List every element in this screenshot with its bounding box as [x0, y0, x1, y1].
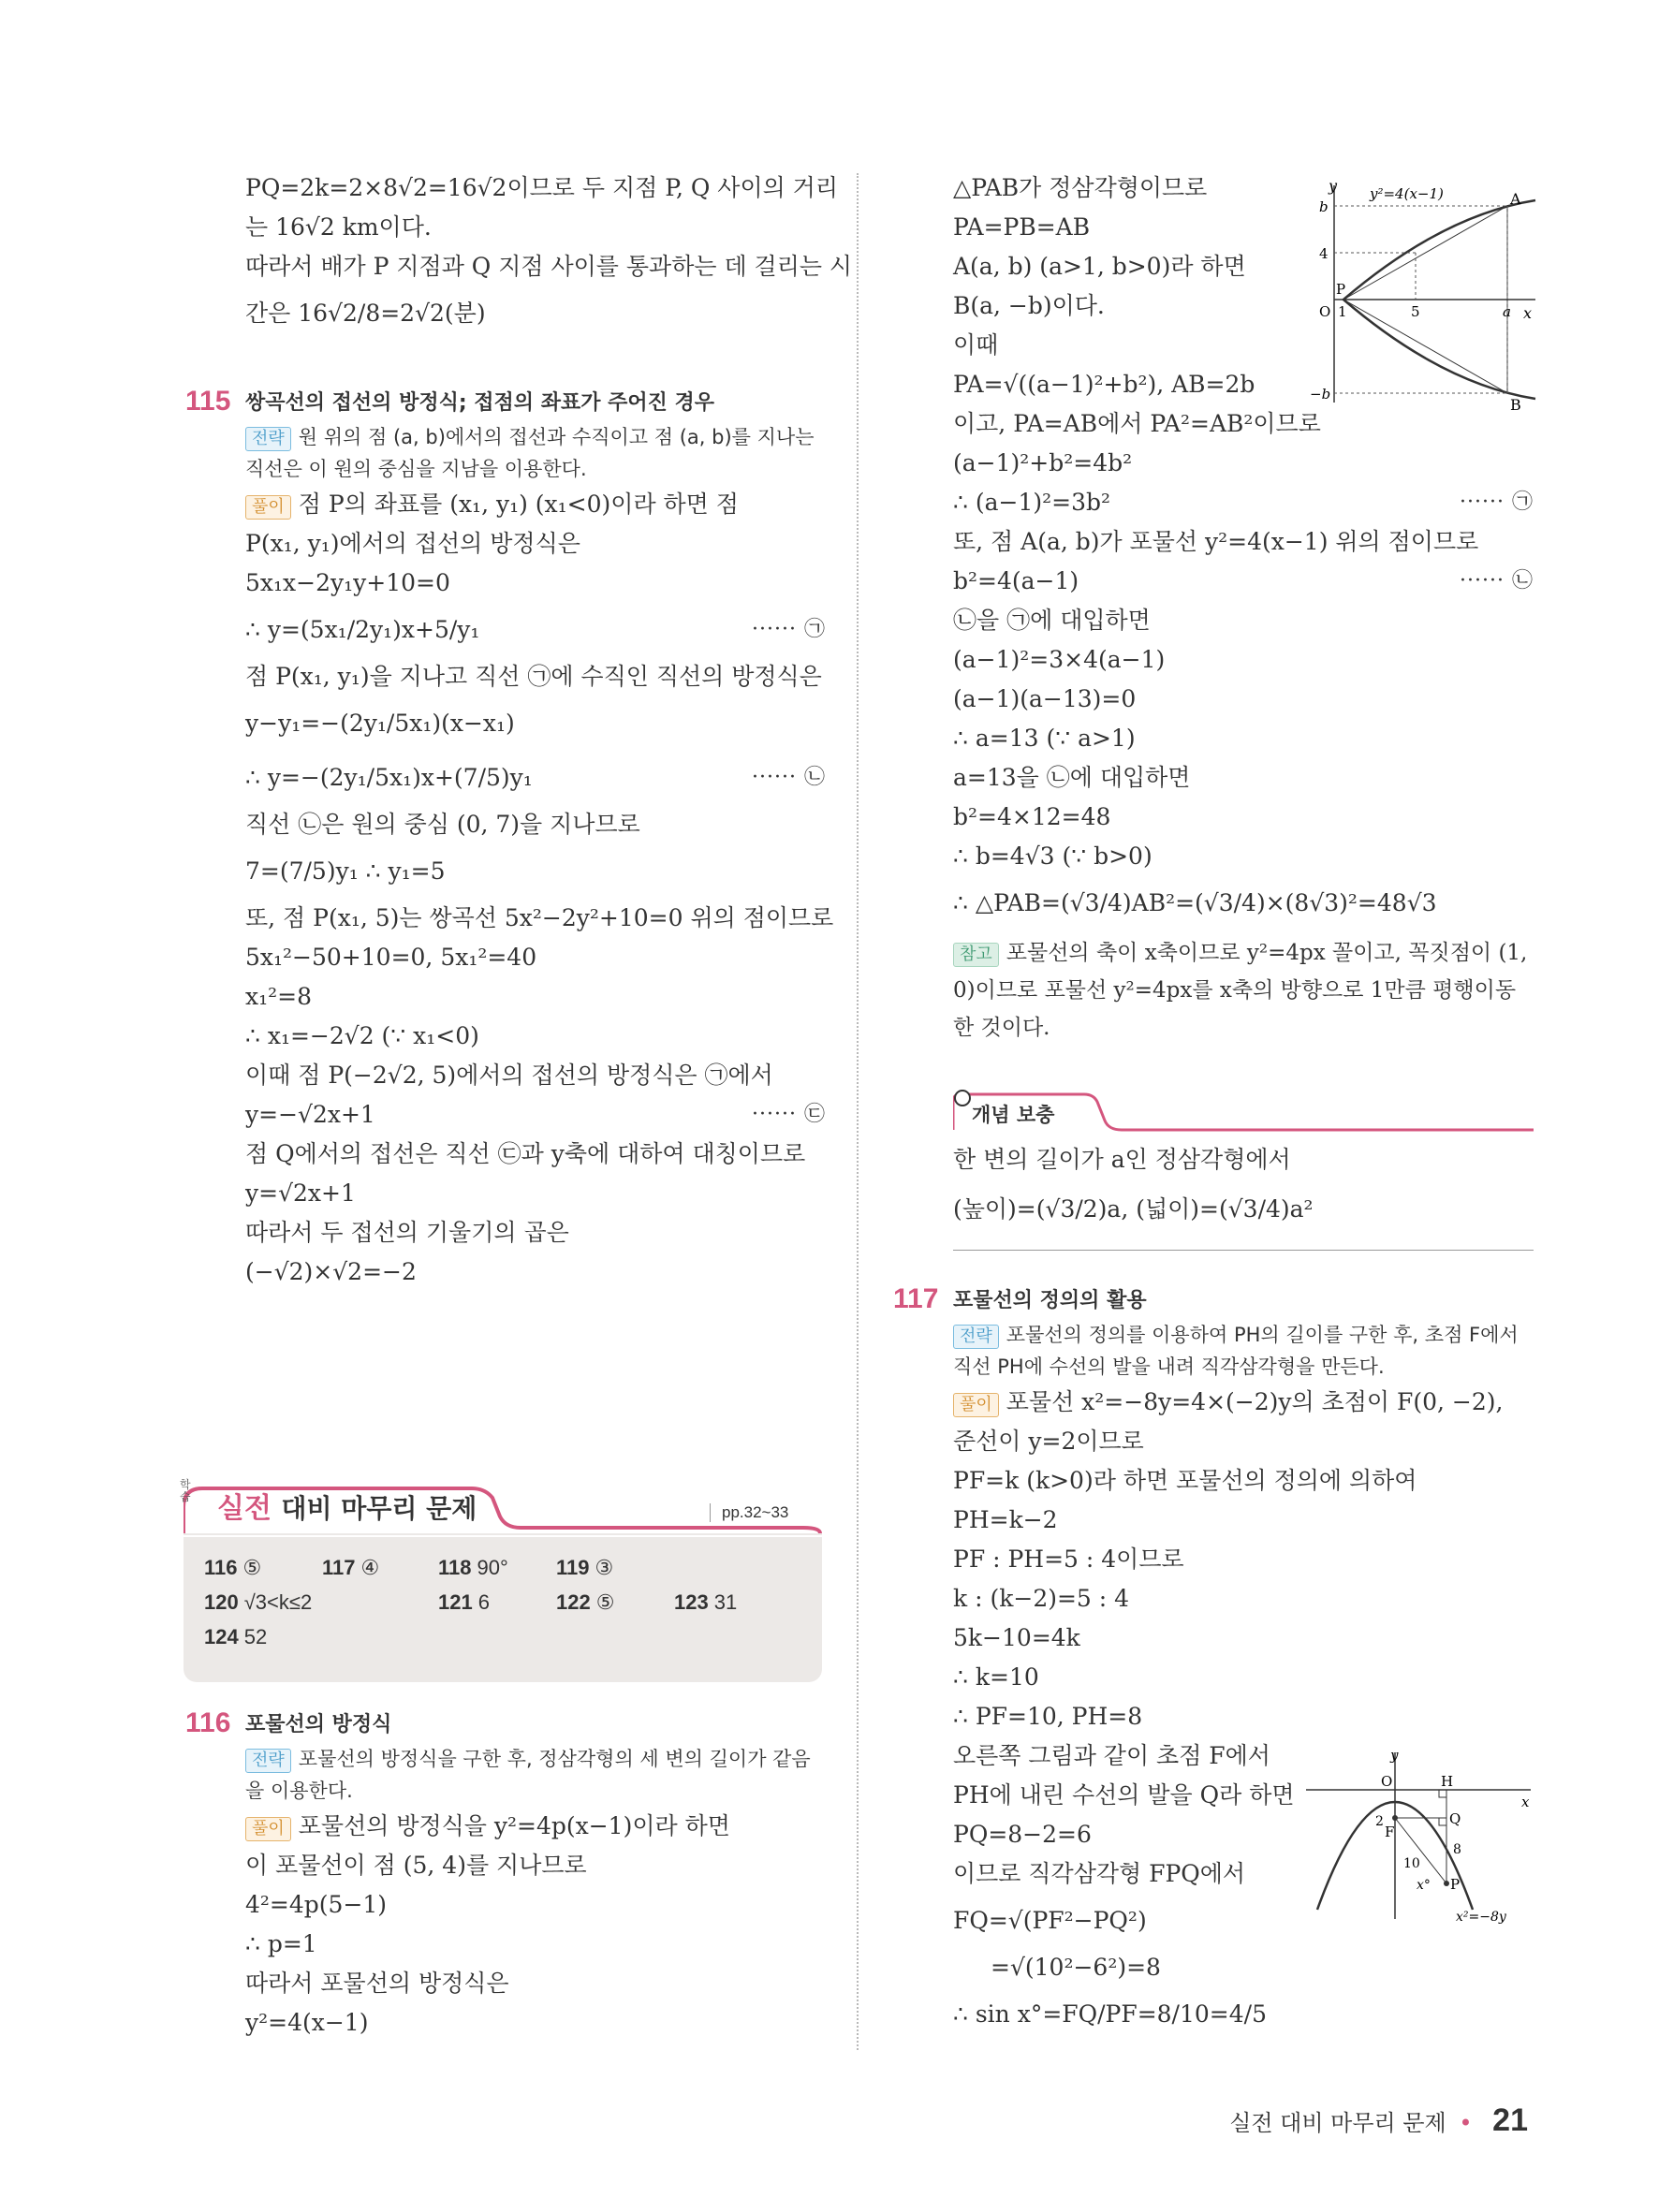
answer-number: 123 — [674, 1590, 709, 1614]
origin-label: O — [1381, 1773, 1393, 1790]
parabola-triangle-figure — [1306, 178, 1540, 412]
solution-tag: 풀이 — [953, 1393, 999, 1417]
strategy-block — [245, 1743, 826, 1807]
solution-line: ∴ a=13 (∵ a>1) — [953, 725, 1136, 752]
solution-tag: 풀이 — [245, 495, 291, 520]
answer-item — [556, 1556, 613, 1580]
solution-line: B(a, −b)이다. — [953, 292, 1105, 319]
solution-line: 이므로 직각삼각형 FPQ에서 — [953, 1860, 1246, 1887]
problem-115 — [185, 382, 834, 1292]
summary-body — [184, 1537, 822, 1682]
strategy-tag: 전략 — [953, 1325, 999, 1349]
solution-line: PF : PH=5 : 4이므로 — [953, 1545, 1184, 1573]
problem-title: 쌍곡선의 접선의 방정식; 접점의 좌표가 주어진 경우 — [245, 391, 715, 415]
right-angle-mark — [1439, 1818, 1446, 1825]
solution-line: PF=k (k>0)라 하면 포물선의 정의에 의하여 — [953, 1467, 1417, 1494]
solution-line: 준선이 y=2이므로 — [953, 1428, 1144, 1455]
page-number: 21 — [1492, 2102, 1528, 2138]
point-h: H — [1441, 1773, 1454, 1790]
one-label: 1 — [1338, 303, 1347, 320]
solution-tag: 풀이 — [245, 1817, 291, 1841]
concept-title: 개념 보충 — [972, 1104, 1055, 1126]
curve-equation: y²=4(x−1) — [1370, 185, 1444, 202]
solution-line: A(a, b) (a>1, b>0)라 하면 — [953, 253, 1246, 280]
solution-line: ∴ p=1 — [245, 1930, 317, 1957]
intro-block — [245, 168, 853, 341]
solution-line: 포물선의 방정식을 y²=4p(x−1)이라 하면 — [298, 1812, 730, 1839]
downward-parabola-figure — [1306, 1751, 1535, 1924]
answer-item — [438, 1556, 508, 1580]
equation-marker: ······ ㉡ — [752, 766, 826, 789]
summary-pages: pp.32~33 — [710, 1503, 788, 1522]
answer-number: 119 — [556, 1556, 590, 1579]
solution-line: ∴ k=10 — [953, 1663, 1039, 1691]
problem-116 — [185, 1704, 826, 2043]
focus-label: F — [1385, 1824, 1395, 1840]
note-tag: 참고 — [953, 943, 999, 967]
answer-number: 118 — [438, 1556, 472, 1579]
solution-line: ∴ PF=10, PH=8 — [953, 1703, 1143, 1730]
answer-value: 6 — [477, 1590, 490, 1614]
answer-value: 90° — [477, 1556, 508, 1579]
solution-line: 점 P(x₁, y₁)을 지나고 직선 ㉠에 수직인 직선의 방정식은 — [245, 663, 822, 690]
solution-line: y−y₁=−(2y₁/5x₁)(x−x₁) — [245, 710, 515, 737]
right-angle-mark — [1439, 1790, 1446, 1797]
solution-line: PA=PB=AB — [953, 213, 1091, 241]
origin-label: O — [1319, 303, 1331, 320]
solution-line: 또, 점 A(a, b)가 포물선 y²=4(x−1) 위의 점이므로 — [953, 528, 1479, 555]
point-b: B — [1510, 396, 1521, 412]
strategy-text: 포물선의 정의를 이용하여 PH의 길이를 구한 후, 초점 F에서 직선 PH에 수선의 발을 내려 직각삼각형을 만든다. — [953, 1324, 1519, 1378]
solution-line: b²=4×12=48 — [953, 803, 1111, 830]
solution-line: 점 P의 좌표를 (x₁, y₁) (x₁<0)이라 하면 점 — [298, 491, 739, 518]
solution-line: PH=k−2 — [953, 1506, 1058, 1533]
concept-divider — [953, 1250, 1534, 1251]
summary-title-rest: 대비 마무리 문제 — [281, 1493, 477, 1524]
problem-number: 115 — [185, 386, 231, 417]
answer-item — [204, 1590, 312, 1615]
intro-line: PQ=2k=2×8√2=16√2이므로 두 지점 P, Q 사이의 거리 — [245, 174, 838, 201]
neg-b-label: −b — [1310, 386, 1331, 403]
solution-line: y=√2x+1 — [245, 1179, 356, 1207]
point-p-dot — [1444, 1881, 1449, 1886]
note-text: 포물선의 축이 x축이므로 y²=4px 꼴이고, 꼭짓점이 (1, 0)이므로 포물선 y²=4px를 x축의 방향으로 1만큼 평행이동한 것이다. — [953, 941, 1528, 1040]
solution-line: 따라서 두 접선의 기울기의 곱은 — [245, 1219, 569, 1246]
equation-marker: ······ ㉠ — [752, 618, 826, 641]
answer-value: ⑤ — [595, 1590, 615, 1614]
solution-line: 포물선 x²=−8y=4×(−2)y의 초점이 F(0, −2), — [1006, 1388, 1504, 1415]
problem-number: 117 — [893, 1283, 939, 1314]
solution-line: y²=4(x−1) — [245, 2009, 369, 2036]
left-column — [185, 168, 853, 1292]
solution-line: (a−1)²+b²=4b² — [953, 449, 1133, 476]
solution-line: (−√2)×√2=−2 — [245, 1258, 417, 1285]
point-p: P — [1450, 1876, 1461, 1893]
answer-value: ③ — [595, 1556, 614, 1579]
answer-item — [204, 1556, 261, 1580]
curve-equation: x²=−8y — [1456, 1910, 1506, 1924]
solution-line: PH에 내린 수선의 발을 Q라 하면 — [953, 1781, 1295, 1809]
answer-item — [204, 1625, 267, 1649]
answer-number: 122 — [556, 1590, 591, 1614]
answer-item — [674, 1590, 737, 1615]
page-footer — [1229, 2102, 1528, 2139]
solution-line: 이고, PA=AB에서 PA²=AB²이므로 — [953, 410, 1321, 437]
note-block — [953, 934, 1534, 1047]
solution-line: 5x₁²−50+10=0, 5x₁²=40 — [245, 944, 537, 971]
solution-line: ∴ △PAB=(√3/4)AB²=(√3/4)×(8√3)²=48√3 — [953, 889, 1437, 916]
answer-item — [438, 1590, 490, 1615]
solution-line: k : (k−2)=5 : 4 — [953, 1585, 1130, 1612]
x-label: x — [1523, 304, 1533, 322]
strategy-tag: 전략 — [245, 1749, 291, 1773]
strategy-block — [245, 421, 826, 485]
answer-value: ④ — [360, 1556, 380, 1579]
solution-line: 이때 점 P(−2√2, 5)에서의 접선의 방정식은 ㉠에서 — [245, 1062, 773, 1089]
concept-line: 한 변의 길이가 a인 정삼각형에서 — [953, 1146, 1291, 1173]
solution-line: 직선 ㉡은 원의 중심 (0, 7)을 지나므로 — [245, 811, 640, 838]
problem-title: 포물선의 방정식 — [245, 1713, 392, 1736]
solution-line: PQ=8−2=6 — [953, 1821, 1092, 1848]
segment-pf — [1395, 1818, 1446, 1883]
equation-marker: ······ ㉠ — [1460, 491, 1534, 514]
equation-marker: ······ ㉢ — [752, 1103, 826, 1126]
answer-number: 120 — [204, 1590, 239, 1614]
summary-title-red: 실전 — [217, 1492, 272, 1525]
concept-box — [953, 1089, 1534, 1252]
ten-label: 10 — [1403, 1856, 1420, 1871]
angle-label: x° — [1417, 1878, 1431, 1893]
answer-item — [322, 1556, 379, 1580]
solution-line: ∴ (a−1)²=3b² — [953, 489, 1111, 516]
focus-point — [1392, 1815, 1398, 1821]
solution-line: ∴ b=4√3 (∵ b>0) — [953, 842, 1152, 870]
answer-number: 124 — [204, 1625, 239, 1648]
solution-line: ㉡을 ㉠에 대입하면 — [953, 607, 1151, 634]
two-label: 2 — [1375, 1814, 1384, 1829]
solution-line: y=−√2x+1 — [245, 1101, 375, 1128]
solution-line: 또, 점 P(x₁, 5)는 쌍곡선 5x²−2y²+10=0 위의 점이므로 — [245, 904, 834, 931]
solution-line: △PAB가 정삼각형이므로 — [953, 174, 1208, 201]
solution-line: FQ=√(PF²−PQ²) — [953, 1907, 1147, 1934]
solution-line: P(x₁, y₁)에서의 접선의 방정식은 — [245, 530, 580, 557]
concept-line: (높이)=(√3/2)a, (넓이)=(√3/4)a² — [953, 1195, 1314, 1223]
column-divider — [857, 173, 859, 2050]
solution-line: x₁²=8 — [245, 983, 312, 1010]
answer-number: 117 — [322, 1556, 356, 1579]
four-label: 4 — [1319, 245, 1329, 262]
intro-line: 간은 16√2/8=2√2(분) — [245, 300, 486, 327]
strategy-text: 포물선의 방정식을 구한 후, 정삼각형의 세 변의 길이가 같음을 이용한다. — [245, 1748, 811, 1802]
solution-line: (a−1)²=3×4(a−1) — [953, 646, 1166, 673]
solution-line: 5k−10=4k — [953, 1624, 1080, 1651]
answer-value: 31 — [713, 1590, 738, 1614]
footer-dot: • — [1459, 2110, 1473, 2136]
b-label: b — [1319, 198, 1329, 215]
solution-line: (a−1)(a−13)=0 — [953, 685, 1137, 712]
intro-line: 따라서 배가 P 지점과 Q 지점 사이를 통과하는 데 걸리는 시 — [245, 253, 853, 280]
solution-line: 이때 — [953, 331, 999, 359]
footer-label: 실전 대비 마무리 문제 — [1229, 2110, 1446, 2136]
solution-line: 점 Q에서의 접선은 직선 ㉢과 y축에 대하여 대칭이므로 — [245, 1140, 806, 1167]
problem-title: 포물선의 정의의 활용 — [953, 1289, 1147, 1312]
solution-line: PA=√((a−1)²+b²), AB=2b — [953, 371, 1255, 398]
summary-side-label: 학습 — [180, 1478, 191, 1503]
solution-line: b²=4(a−1) — [953, 567, 1079, 594]
solution-line: ∴ sin x°=FQ/PF=8/10=4/5 — [953, 2000, 1267, 2028]
answer-number: 121 — [438, 1590, 473, 1614]
solution-line: 오른쪽 그림과 같이 초점 F에서 — [953, 1742, 1270, 1769]
eight-label: 8 — [1453, 1842, 1461, 1857]
answer-value: ⑤ — [242, 1556, 262, 1579]
problem-117 — [893, 1280, 1534, 2042]
solution-line: ∴ x₁=−2√2 (∵ x₁<0) — [245, 1022, 479, 1049]
five-label: 5 — [1411, 303, 1420, 320]
y-label: y — [1390, 1751, 1399, 1764]
solution-line: 7=(7/5)y₁ ∴ y₁=5 — [245, 857, 446, 885]
answer-summary-box — [180, 1478, 822, 1682]
solution-line: 5x₁x−2y₁y+10=0 — [245, 569, 450, 596]
strategy-tag: 전략 — [245, 427, 291, 451]
intro-line: 는 16√2 km이다. — [245, 213, 432, 241]
strategy-block — [953, 1319, 1534, 1383]
solution-line: ∴ y=−(2y₁/5x₁)x+(7/5)y₁ — [245, 764, 533, 791]
a-label: a — [1503, 303, 1511, 320]
solution-line: 따라서 포물선의 방정식은 — [245, 1970, 509, 1997]
equation-marker: ······ ㉡ — [1460, 569, 1534, 593]
point-a: A — [1510, 190, 1521, 208]
y-label: y — [1329, 178, 1338, 195]
answer-item — [556, 1590, 614, 1615]
solution-line: 4²=4p(5−1) — [245, 1891, 388, 1918]
answer-value: √3<k≤2 — [243, 1590, 313, 1614]
answer-value: 52 — [243, 1625, 268, 1648]
problem-number: 116 — [185, 1707, 231, 1738]
point-q: Q — [1449, 1810, 1461, 1827]
solution-line: =√(10²−6²)=8 — [991, 1954, 1161, 1981]
solution-line: 이 포물선이 점 (5, 4)를 지나므로 — [245, 1852, 587, 1879]
strategy-text: 원 위의 점 (a, b)에서의 접선과 수직이고 점 (a, b)를 지나는 직선은 이 원의 중심을 지남을 이용한다. — [245, 426, 815, 480]
point-p: P — [1336, 281, 1346, 298]
solution-line: ∴ y=(5x₁/2y₁)x+5/y₁ — [245, 616, 480, 643]
solution-line: a=13을 ㉡에 대입하면 — [953, 764, 1191, 791]
x-label: x — [1521, 1794, 1530, 1810]
answer-number: 116 — [204, 1556, 238, 1579]
